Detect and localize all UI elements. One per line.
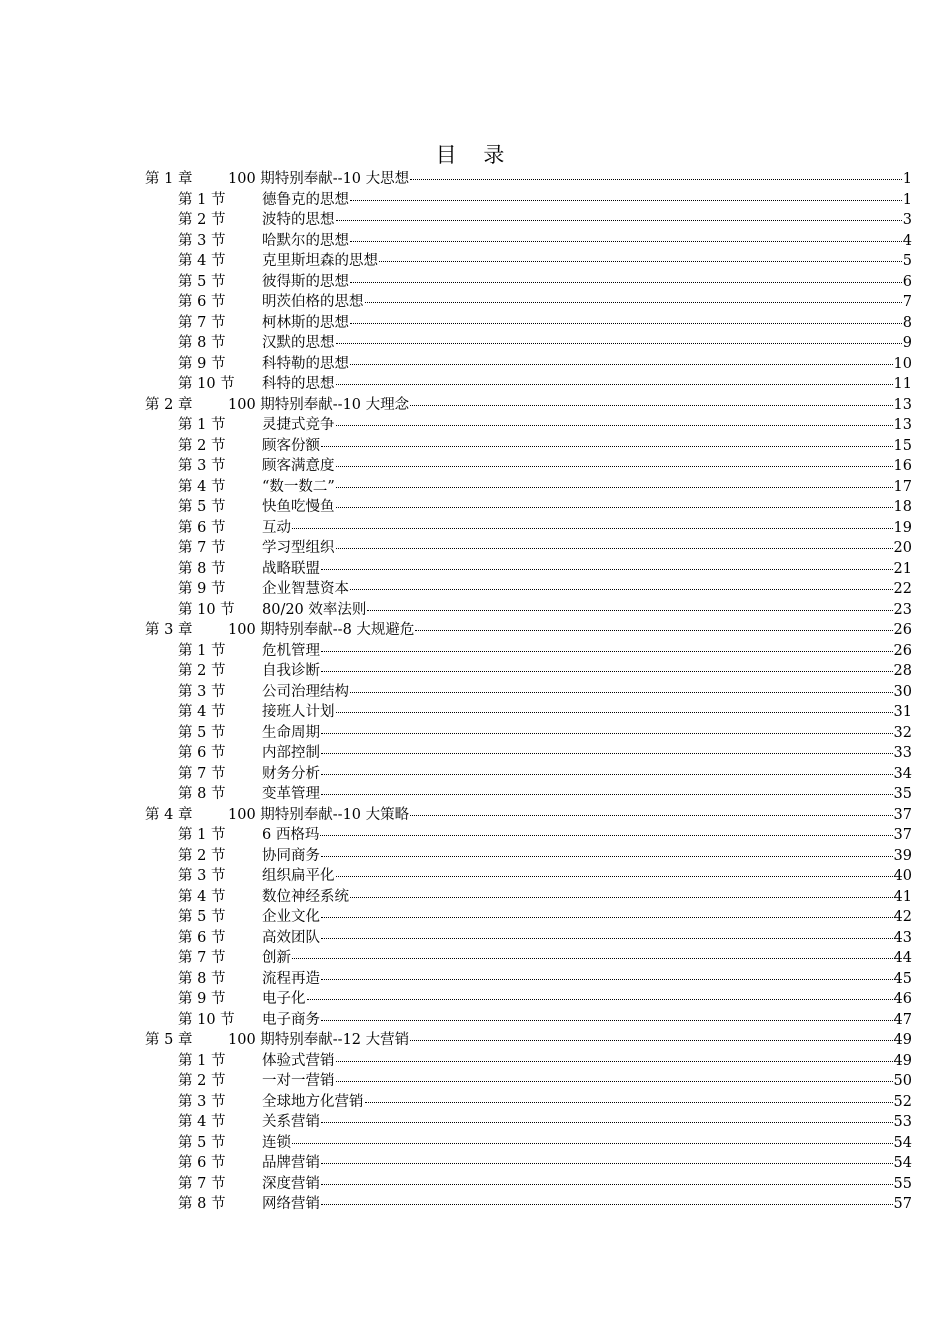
- toc-dot-leader: [365, 1088, 893, 1103]
- toc-entry-label: 企业智慧资本: [262, 581, 349, 597]
- toc-entry-page: 57: [893, 1196, 912, 1212]
- toc-dot-leader: [321, 432, 893, 447]
- toc-entry-number: 第 5 节: [178, 499, 226, 515]
- toc-entry-number: 第 5 节: [178, 724, 226, 741]
- toc-entry-number: 第 9 节: [178, 355, 226, 372]
- toc-entry-page: 13: [893, 417, 912, 433]
- toc-entry-label: 接班人计划: [262, 704, 335, 720]
- toc-entry-page: 32: [893, 724, 912, 741]
- toc-entry-label: 快鱼吃慢鱼: [262, 499, 335, 515]
- toc-entry-page: 10: [893, 355, 912, 372]
- toc-dot-leader: [321, 1006, 893, 1021]
- toc-dot-leader: [321, 1149, 893, 1164]
- toc-entry-number: 第 2 节: [178, 847, 226, 864]
- toc-dot-leader: [410, 391, 892, 406]
- toc-entry-label: 哈默尔的思想: [262, 232, 349, 249]
- toc-dot-leader: [365, 288, 902, 303]
- toc-entry-page: 35: [893, 786, 912, 802]
- toc-entry-label: 科特勒的思想: [262, 355, 349, 372]
- toc-entry-number: 第 3 节: [178, 683, 226, 700]
- toc-dot-leader: [321, 780, 893, 795]
- toc-entry-page: 31: [893, 704, 912, 720]
- toc-entry-number: 第 3 章: [145, 622, 193, 638]
- toc-entry-page: 3: [902, 212, 912, 228]
- toc-entry-page: 45: [893, 970, 912, 987]
- toc-dot-leader: [336, 1047, 893, 1062]
- toc-entry-label: 学习型组织: [262, 540, 335, 556]
- toc-entry-number: 第 9 节: [178, 581, 226, 597]
- toc-entry-label: 电子商务: [262, 1011, 320, 1028]
- toc-entry-page: 46: [893, 991, 912, 1007]
- toc-entry-number: 第 2 节: [178, 212, 226, 228]
- toc-entry-label: 生命周期: [262, 724, 320, 741]
- toc-dot-leader: [350, 309, 902, 324]
- toc-entry-number: 第 2 节: [178, 1073, 226, 1089]
- toc-entry-page: 33: [893, 745, 912, 761]
- toc-entry-number: 第 6 节: [178, 929, 226, 946]
- toc-entry-page: 49: [893, 1032, 912, 1048]
- toc-dot-leader: [415, 616, 892, 631]
- toc-entry-label: 连锁: [262, 1134, 291, 1151]
- toc-entry-number: 第 10 节: [178, 376, 235, 392]
- toc-entry-number: 第 3 节: [178, 1093, 226, 1110]
- toc-entry-label: 汉默的思想: [262, 335, 335, 351]
- toc-entry-label: 品牌营销: [262, 1155, 320, 1171]
- toc-entry-label: 互动: [262, 519, 291, 536]
- toc-entry-label: 100 期特别奉献--10 大理念: [228, 396, 410, 413]
- toc-entry-label: 一对一营销: [262, 1073, 335, 1089]
- toc-dot-leader: [307, 985, 893, 1000]
- toc-entry-number: 第 4 章: [145, 806, 193, 823]
- toc-entry-label: 流程再造: [262, 970, 320, 987]
- toc-dot-leader: [321, 1170, 893, 1185]
- toc-entry-label: 公司治理结构: [262, 683, 349, 700]
- toc-entry-label: 变革管理: [262, 786, 320, 802]
- toc-dot-leader: [336, 206, 902, 221]
- toc-entry-number: 第 2 节: [178, 437, 226, 454]
- toc-entry-page: 11: [893, 376, 912, 392]
- toc-dot-leader: [336, 493, 893, 508]
- toc-dot-leader: [336, 698, 893, 713]
- toc-entry-label: 100 期特别奉献--10 大策略: [228, 806, 410, 823]
- toc-entry-page: 7: [902, 294, 912, 310]
- toc-entry-page: 53: [893, 1114, 912, 1130]
- toc-entry-number: 第 2 章: [145, 396, 193, 413]
- toc-entry-label: 网络营销: [262, 1196, 320, 1212]
- toc-entry-label: 财务分析: [262, 765, 320, 782]
- toc-entry-label: 灵捷式竞争: [262, 417, 335, 433]
- toc-entry-page: 19: [893, 519, 912, 536]
- toc-entry-number: 第 1 节: [178, 417, 226, 433]
- toc-entry-page: 47: [893, 1011, 912, 1028]
- toc-dot-leader: [336, 329, 902, 344]
- toc-entry-page: 26: [893, 642, 912, 659]
- toc-dot-leader: [410, 1026, 892, 1041]
- toc-entry-page: 52: [893, 1093, 912, 1110]
- toc-entry-number: 第 3 节: [178, 232, 226, 249]
- toc-entry-label: 创新: [262, 950, 291, 966]
- toc-entry-page: 9: [902, 335, 912, 351]
- toc-entry-label: 波特的思想: [262, 212, 335, 228]
- toc-dot-leader: [292, 944, 893, 959]
- toc-entry-number: 第 4 节: [178, 1114, 226, 1130]
- toc-entry-number: 第 3 节: [178, 868, 226, 884]
- toc-entry-number: 第 8 节: [178, 1196, 226, 1212]
- toc-entry-label: 体验式营销: [262, 1052, 335, 1069]
- toc-entry-number: 第 3 节: [178, 458, 226, 474]
- toc-dot-leader: [350, 268, 902, 283]
- toc-entry-page: 18: [893, 499, 912, 515]
- toc-entry-page: 16: [893, 458, 912, 474]
- toc-dot-leader: [379, 247, 902, 262]
- toc-entry-page: 34: [893, 765, 912, 782]
- toc-entry-page: 54: [893, 1155, 912, 1171]
- toc-dot-leader: [321, 842, 893, 857]
- toc-entry-page: 44: [893, 950, 912, 966]
- toc-entry-number: 第 1 节: [178, 191, 226, 208]
- toc-entry-label: 关系营销: [262, 1114, 320, 1130]
- toc-entry-number: 第 1 节: [178, 642, 226, 659]
- toc-entry-page: 43: [893, 929, 912, 946]
- toc-entry-label: 科特的思想: [262, 376, 335, 392]
- toc-entry-number: 第 7 节: [178, 1175, 226, 1192]
- toc-entry-number: 第 1 节: [178, 827, 226, 843]
- toc-entry-number: 第 7 节: [178, 950, 226, 966]
- toc-entry-page: 15: [893, 437, 912, 454]
- toc-dot-leader: [367, 596, 892, 611]
- toc-entry-page: 42: [893, 909, 912, 925]
- toc-entry-page: 1: [902, 191, 912, 208]
- toc-entry-page: 6: [902, 273, 912, 290]
- toc-entry-label: 明茨伯格的思想: [262, 294, 364, 310]
- toc-dot-leader: [350, 678, 893, 693]
- toc-dot-leader: [321, 657, 893, 672]
- toc-dot-leader: [336, 1067, 893, 1082]
- toc-entry-number: 第 6 节: [178, 1155, 226, 1171]
- toc-entry-page: 54: [893, 1134, 912, 1151]
- toc-entry-number: 第 8 节: [178, 786, 226, 802]
- toc-entry-number: 第 8 节: [178, 560, 226, 577]
- toc-entry-number: 第 2 节: [178, 663, 226, 679]
- toc-entry-number: 第 5 章: [145, 1032, 193, 1048]
- toc-entry-number: 第 1 节: [178, 1052, 226, 1069]
- toc-entry-number: 第 9 节: [178, 991, 226, 1007]
- toc-entry-page: 39: [893, 847, 912, 864]
- toc-dot-leader: [336, 370, 893, 385]
- toc-entry-label: 顾客满意度: [262, 458, 335, 474]
- toc-entry-label: 德鲁克的思想: [262, 191, 349, 208]
- toc-dot-leader: [321, 719, 893, 734]
- toc-entry-number: 第 7 节: [178, 314, 226, 331]
- toc-dot-leader: [350, 350, 893, 365]
- toc-entry-page: 37: [893, 827, 912, 843]
- toc-entry-label: 战略联盟: [262, 560, 320, 577]
- toc-entry-label: 深度营销: [262, 1175, 320, 1192]
- toc-entry-label: 100 期特别奉献--12 大营销: [228, 1032, 410, 1048]
- toc-entry-number: 第 5 节: [178, 273, 226, 290]
- toc-entry-page: 5: [902, 253, 912, 269]
- toc-entry-number: 第 10 节: [178, 1011, 235, 1028]
- toc-dot-leader: [410, 165, 902, 180]
- toc-entry-label: “数一数二”: [262, 478, 335, 495]
- toc-dot-leader: [321, 1108, 893, 1123]
- toc-entry-page: 40: [893, 868, 912, 884]
- toc-dot-leader: [321, 903, 893, 918]
- toc-dot-leader: [350, 575, 893, 590]
- toc-entry-label: 数位神经系统: [262, 888, 349, 905]
- toc-entry-label: 危机管理: [262, 642, 320, 659]
- toc-dot-leader: [321, 965, 893, 980]
- toc-entry-number: 第 5 节: [178, 909, 226, 925]
- toc-dot-leader: [336, 452, 893, 467]
- toc-entry-number: 第 4 节: [178, 478, 226, 495]
- toc-entry-page: 28: [893, 663, 912, 679]
- toc-entry-page: 55: [893, 1175, 912, 1192]
- toc-title: 目 录: [435, 143, 515, 167]
- toc-entry-label: 100 期特别奉献--8 大规避危: [228, 622, 415, 638]
- toc-dot-leader: [410, 801, 892, 816]
- toc-dot-leader: [336, 473, 893, 488]
- toc-entry-number: 第 7 节: [178, 540, 226, 556]
- toc-entry-label: 电子化: [262, 991, 306, 1007]
- toc-entry-number: 第 6 节: [178, 294, 226, 310]
- toc-dot-leader: [292, 1129, 893, 1144]
- toc-entry-page: 1: [902, 171, 912, 187]
- toc-entry-number: 第 5 节: [178, 1134, 226, 1151]
- toc-entry-page: 23: [893, 601, 912, 618]
- toc-entry-page: 8: [902, 314, 912, 331]
- toc-dot-leader: [350, 883, 893, 898]
- toc-dot-leader: [321, 1190, 893, 1205]
- toc-dot-leader: [350, 227, 902, 242]
- toc-entry-page: 50: [893, 1073, 912, 1089]
- toc-entry-number: 第 8 节: [178, 970, 226, 987]
- toc-entry-page: 49: [893, 1052, 912, 1069]
- toc-entry-page: 20: [893, 540, 912, 556]
- toc-entry-label: 彼得斯的思想: [262, 273, 349, 290]
- toc-dot-leader: [292, 514, 893, 529]
- toc-dot-leader: [350, 186, 902, 201]
- toc-dot-leader: [321, 760, 893, 775]
- toc-dot-leader: [336, 534, 893, 549]
- toc-section-entry[interactable]: [145, 1193, 912, 1214]
- toc-entry-label: 组织扁平化: [262, 868, 335, 884]
- toc-entry-label: 自我诊断: [262, 663, 320, 679]
- toc-entry-number: 第 7 节: [178, 765, 226, 782]
- toc-entry-page: 13: [893, 396, 912, 413]
- toc-dot-leader: [336, 862, 893, 877]
- toc-entry-label: 柯林斯的思想: [262, 314, 349, 331]
- toc-entry-page: 37: [893, 806, 912, 823]
- toc-entry-page: 41: [893, 888, 912, 905]
- table-of-contents: [145, 168, 912, 1214]
- toc-entry-number: 第 10 节: [178, 601, 235, 618]
- toc-entry-page: 17: [893, 478, 912, 495]
- toc-entry-label: 80/20 效率法则: [262, 601, 367, 618]
- toc-entry-page: 21: [893, 560, 912, 577]
- toc-entry-number: 第 4 节: [178, 704, 226, 720]
- toc-entry-label: 高效团队: [262, 929, 320, 946]
- toc-dot-leader: [321, 924, 893, 939]
- toc-entry-label: 全球地方化营销: [262, 1093, 364, 1110]
- toc-entry-label: 协同商务: [262, 847, 320, 864]
- toc-entry-label: 企业文化: [262, 909, 320, 925]
- toc-entry-number: 第 4 节: [178, 888, 226, 905]
- toc-dot-leader: [336, 411, 893, 426]
- toc-entry-page: 22: [893, 581, 912, 597]
- toc-dot-leader: [321, 739, 893, 754]
- toc-entry-page: 26: [893, 622, 912, 638]
- toc-entry-label: 内部控制: [262, 745, 320, 761]
- toc-entry-number: 第 4 节: [178, 253, 226, 269]
- toc-entry-number: 第 6 节: [178, 745, 226, 761]
- toc-entry-page: 4: [902, 232, 912, 249]
- toc-entry-number: 第 8 节: [178, 335, 226, 351]
- toc-entry-label: 顾客份额: [262, 437, 320, 454]
- toc-entry-number: 第 6 节: [178, 519, 226, 536]
- toc-dot-leader: [320, 821, 892, 836]
- toc-entry-label: 6 西格玛: [262, 827, 320, 843]
- toc-entry-number: 第 1 章: [145, 171, 193, 187]
- toc-dot-leader: [321, 555, 893, 570]
- toc-dot-leader: [321, 637, 893, 652]
- toc-entry-label: 100 期特别奉献--10 大思想: [228, 171, 410, 187]
- toc-entry-label: 克里斯坦森的思想: [262, 253, 378, 269]
- toc-entry-page: 30: [893, 683, 912, 700]
